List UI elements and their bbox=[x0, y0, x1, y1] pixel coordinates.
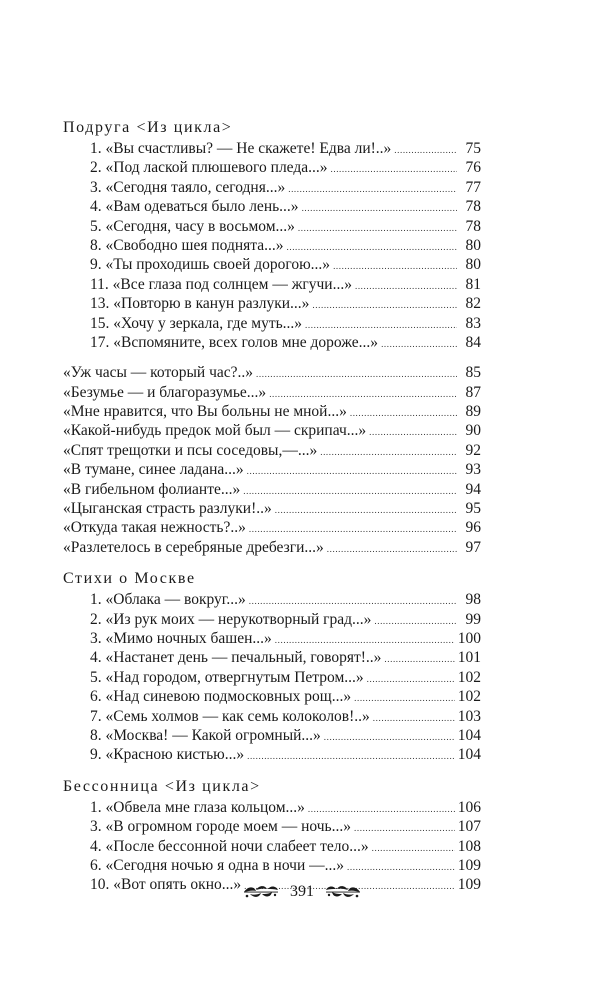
entry-title: 4. «Настанет день — печальный, говорят!..» bbox=[90, 649, 382, 667]
toc-entry bbox=[63, 275, 481, 294]
entry-page-number: 109 bbox=[457, 876, 481, 894]
entry-page-number: 96 bbox=[465, 519, 481, 537]
toc-entry bbox=[63, 687, 481, 706]
entry-page-number: 101 bbox=[457, 649, 481, 667]
entry-title: 10. «Вот опять окно...» bbox=[90, 876, 242, 894]
dot-leader bbox=[324, 728, 455, 747]
entry-title: «Разлетелось в серебряные дребезги...» bbox=[63, 538, 324, 556]
toc-section bbox=[63, 117, 481, 352]
toc-entry bbox=[63, 798, 481, 817]
entry-page-number: 103 bbox=[457, 707, 481, 725]
page-number: 391 bbox=[290, 883, 314, 900]
entry-page-number: 93 bbox=[465, 461, 481, 479]
entry-title: 2. «Из рук моих — нерукотворный град...» bbox=[90, 610, 372, 628]
dot-leader bbox=[369, 423, 457, 442]
entry-title: 15. «Хочу у зеркала, где муть...» bbox=[90, 314, 303, 332]
dot-leader bbox=[298, 219, 457, 238]
dot-leader bbox=[327, 540, 457, 559]
entry-title: «В тумане, синее ладана...» bbox=[63, 461, 244, 479]
section-heading: Стихи о Москве bbox=[63, 570, 196, 588]
entry-title: 5. «Сегодня, часу в восьмом...» bbox=[90, 217, 295, 235]
dot-leader bbox=[243, 482, 457, 501]
entry-page-number: 94 bbox=[465, 480, 481, 498]
toc-entry bbox=[63, 255, 481, 274]
entry-page-number: 102 bbox=[457, 688, 481, 706]
toc-entry bbox=[63, 383, 481, 402]
entry-title: «Откуда такая нежность?..» bbox=[63, 519, 246, 537]
entry-title: 4. «После бессонной ночи слабеет тело...» bbox=[90, 837, 369, 855]
entry-title: 13. «Повторю в канун разлуки...» bbox=[90, 295, 310, 313]
section-heading: Подруга <Из цикла> bbox=[63, 119, 233, 136]
entry-page-number: 104 bbox=[457, 746, 481, 764]
toc-entry bbox=[63, 538, 481, 557]
entry-page-number: 95 bbox=[465, 500, 481, 518]
entry-title: 4. «Вам одеваться было лень...» bbox=[90, 198, 299, 216]
toc-section bbox=[63, 363, 481, 557]
entry-title: «Цыганская страсть разлуки!..» bbox=[63, 500, 272, 518]
entry-page-number: 89 bbox=[465, 403, 481, 421]
toc-entry bbox=[63, 629, 481, 648]
entry-title: 3. «В огромном городе моем — ночь...» bbox=[90, 818, 352, 836]
dot-leader bbox=[331, 160, 458, 179]
page-footer bbox=[0, 882, 604, 902]
entry-page-number: 97 bbox=[465, 538, 481, 556]
toc-section bbox=[63, 776, 481, 895]
toc-entry bbox=[63, 236, 481, 255]
dot-leader bbox=[302, 199, 457, 218]
toc-entry bbox=[63, 480, 481, 499]
toc-entry bbox=[63, 856, 481, 875]
entry-page-number: 90 bbox=[465, 422, 481, 440]
entry-title: 8. «Свободно шея поднята...» bbox=[90, 236, 284, 254]
entry-page-number: 80 bbox=[465, 256, 481, 274]
entry-title: 6. «Сегодня ночью я одна в ночи —...» bbox=[90, 856, 345, 874]
leaf-ornament-icon bbox=[324, 884, 362, 900]
entry-page-number: 80 bbox=[465, 236, 481, 254]
entry-title: 6. «Над синевою подмосковных рощ...» bbox=[90, 688, 352, 706]
entry-title: 5. «Над городом, отвергнутым Петром...» bbox=[90, 668, 364, 686]
toc-entry bbox=[63, 441, 481, 460]
entry-page-number: 107 bbox=[457, 818, 481, 836]
dot-leader bbox=[312, 296, 457, 315]
dot-leader bbox=[288, 180, 457, 199]
dot-leader bbox=[367, 670, 455, 689]
entry-page-number: 87 bbox=[465, 383, 481, 401]
entry-title: 3. «Мимо ночных башен...» bbox=[90, 629, 272, 647]
toc-entry bbox=[63, 499, 481, 518]
dot-leader bbox=[372, 839, 455, 858]
toc-entry bbox=[63, 726, 481, 745]
entry-page-number: 81 bbox=[465, 275, 481, 293]
dot-leader bbox=[320, 443, 457, 462]
toc-entry bbox=[63, 817, 481, 836]
toc-entry bbox=[63, 363, 481, 382]
entry-page-number: 78 bbox=[465, 217, 481, 235]
dot-leader bbox=[384, 650, 454, 669]
entry-page-number: 82 bbox=[465, 295, 481, 313]
toc-section bbox=[63, 568, 481, 765]
toc-entry bbox=[63, 197, 481, 216]
leaf-ornament-icon bbox=[242, 884, 280, 900]
entry-title: 1. «Вы счастливы? — Не скажете! Едва ли!..» bbox=[90, 140, 392, 157]
entry-title: 8. «Москва! — Какой огромный...» bbox=[90, 726, 321, 744]
table-of-contents bbox=[63, 117, 481, 906]
entry-title: 7. «Семь холмов — как семь колоколов!..» bbox=[90, 707, 370, 725]
entry-page-number: 77 bbox=[465, 178, 481, 196]
toc-entry bbox=[63, 460, 481, 479]
toc-entry bbox=[63, 158, 481, 177]
entry-page-number: 108 bbox=[457, 837, 481, 855]
entry-title: 9. «Ты проходишь своей дорогою...» bbox=[90, 256, 331, 274]
toc-entry bbox=[63, 217, 481, 236]
entry-page-number: 98 bbox=[465, 591, 481, 609]
entry-title: «Какой-нибудь предок мой был — скрипач...» bbox=[63, 422, 367, 440]
toc-entry bbox=[63, 745, 481, 764]
toc-entry bbox=[63, 590, 481, 609]
entry-page-number: 100 bbox=[457, 629, 481, 647]
entry-title: «Мне нравится, что Вы больны не мной...» bbox=[63, 403, 347, 421]
dot-leader bbox=[373, 709, 455, 728]
entry-page-number: 92 bbox=[465, 441, 481, 459]
entry-page-number: 104 bbox=[457, 726, 481, 744]
entry-page-number: 85 bbox=[465, 364, 481, 382]
toc-entry bbox=[63, 314, 481, 333]
toc-entry bbox=[63, 610, 481, 629]
entry-title: «Спят трещотки и псы соседовы,—...» bbox=[63, 441, 318, 459]
section-heading: Бессонница <Из цикла> bbox=[63, 777, 261, 795]
entry-title: «Безумье — и благоразумье...» bbox=[63, 383, 267, 401]
dot-leader bbox=[247, 462, 457, 481]
entry-page-number: 99 bbox=[465, 610, 481, 628]
dot-leader bbox=[374, 612, 457, 631]
toc-entry bbox=[63, 707, 481, 726]
entry-title: 17. «Вспомяните, всех голов мне дороже...» bbox=[90, 333, 379, 351]
entry-page-number: 83 bbox=[465, 314, 481, 332]
entry-page-number: 109 bbox=[457, 856, 481, 874]
entry-page-number: 75 bbox=[465, 140, 481, 157]
dot-leader bbox=[347, 858, 455, 877]
toc-entry bbox=[63, 178, 481, 197]
toc-entry bbox=[63, 421, 481, 440]
entry-title: 9. «Красною кистью...» bbox=[90, 746, 245, 764]
entry-title: 3. «Сегодня таяло, сегодня...» bbox=[90, 178, 286, 196]
toc-entry bbox=[63, 333, 481, 352]
entry-title: «Уж часы — который час?..» bbox=[63, 364, 254, 382]
entry-page-number: 76 bbox=[465, 159, 481, 177]
entry-title: 11. «Все глаза под солнцем — жгучи...» bbox=[90, 275, 352, 293]
toc-entry bbox=[63, 668, 481, 687]
toc-entry bbox=[63, 402, 481, 421]
toc-entry bbox=[63, 518, 481, 537]
dot-leader bbox=[381, 335, 457, 354]
entry-page-number: 78 bbox=[465, 198, 481, 216]
entry-page-number: 106 bbox=[457, 798, 481, 816]
dot-leader bbox=[394, 141, 457, 160]
dot-leader bbox=[355, 277, 457, 296]
dot-leader bbox=[256, 365, 457, 384]
entry-title: 1. «Облака — вокруг...» bbox=[90, 591, 246, 609]
dot-leader bbox=[275, 501, 457, 520]
entry-title: 1. «Обвела мне глаза кольцом...» bbox=[90, 798, 305, 816]
toc-entry bbox=[63, 837, 481, 856]
entry-title: «В гибельном фолианте...» bbox=[63, 480, 241, 498]
dot-leader bbox=[354, 819, 455, 838]
toc-entry bbox=[63, 294, 481, 313]
entry-page-number: 102 bbox=[457, 668, 481, 686]
entry-page-number: 84 bbox=[465, 333, 481, 351]
toc-entry bbox=[63, 648, 481, 667]
dot-leader bbox=[247, 747, 455, 766]
entry-title: 2. «Под лаской плюшевого пледа...» bbox=[90, 159, 328, 177]
toc-entry bbox=[63, 139, 481, 158]
